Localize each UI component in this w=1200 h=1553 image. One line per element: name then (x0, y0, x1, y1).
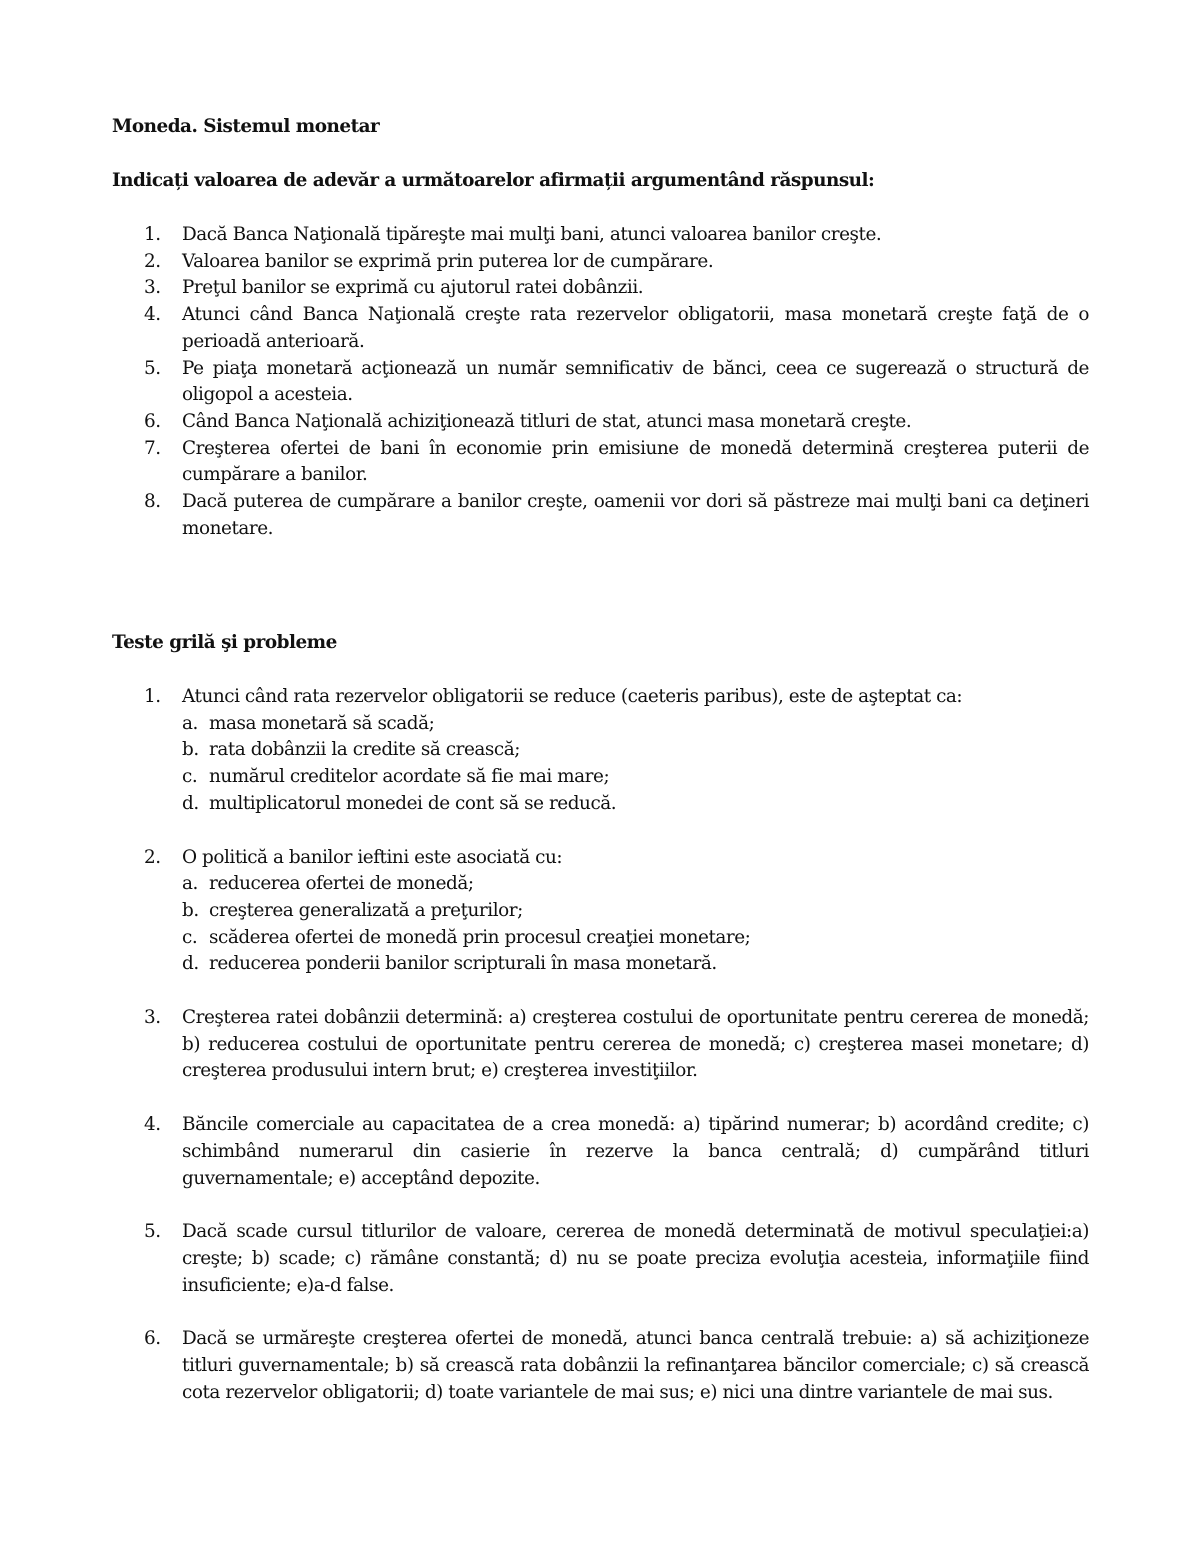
question-item (112, 1326, 1089, 1406)
option-item (182, 791, 1089, 818)
question-item (112, 1219, 1089, 1299)
option-text: scăderea ofertei de monedă prin procesul creaţiei monetare; (209, 926, 751, 948)
list-item (112, 222, 1089, 249)
item-number: 2. (144, 250, 161, 272)
option-item (182, 764, 1089, 791)
item-number: 4. (144, 304, 161, 326)
option-letter: a. (182, 873, 198, 895)
options-list (182, 871, 1089, 978)
item-text: Când Banca Naţională achiziţionează titluri de stat, atunci masa monetară creşte. (182, 410, 912, 432)
question-number: 1. (144, 686, 161, 707)
question-number: 2. (144, 846, 161, 868)
list-item (112, 302, 1089, 355)
item-number: 1. (144, 224, 161, 245)
instruction-heading: Indicați valoarea de adevăr a următoarelor afirmații argumentând răspunsul: (112, 170, 875, 191)
option-item (182, 871, 1089, 898)
option-letter: b. (182, 899, 199, 921)
option-item (182, 898, 1089, 925)
question-number: 3. (144, 1007, 161, 1029)
option-item (182, 951, 1089, 978)
option-letter: c. (182, 926, 198, 948)
section-heading: Teste grilă şi probleme (112, 632, 337, 653)
question-number: 4. (144, 1114, 161, 1136)
option-text: numărul creditelor acordate să fie mai mare; (209, 766, 610, 788)
list-item (112, 409, 1089, 436)
question-number: 6. (144, 1328, 161, 1350)
option-text: multiplicatorul monedei de cont să se reducă. (209, 792, 617, 814)
question-item (112, 1005, 1089, 1085)
option-letter: d. (182, 953, 199, 975)
item-text: Creşterea ofertei de bani în economie prin emisiune de monedă determină creşterea puterii de cumpărare a banilor. (182, 437, 1089, 486)
option-text: rata dobânzii la credite să crească; (209, 739, 521, 761)
option-letter: b. (182, 739, 199, 761)
list-item (112, 436, 1089, 489)
item-text: Preţul banilor se exprimă cu ajutorul ratei dobânzii. (182, 277, 644, 299)
item-number: 6. (144, 410, 161, 432)
item-text: Atunci când Banca Naţională creşte rata rezervelor obligatorii, masa monetară creşte faţă de o perioadă anterioară. (182, 304, 1089, 352)
item-number: 5. (144, 357, 161, 379)
item-text: Valoarea banilor se exprimă prin puterea lor de cumpărare. (182, 250, 714, 272)
question-item (112, 684, 1089, 818)
page-title: Moneda. Sistemul monetar (112, 116, 380, 137)
question-text: Atunci când rata rezervelor obligatorii se reduce (caeteris paribus), este de aşteptat ca: (182, 686, 963, 707)
list-item (112, 356, 1089, 409)
list-item (112, 249, 1089, 276)
questions-list (112, 684, 1089, 1406)
item-number: 3. (144, 277, 161, 299)
question-text: Băncile comerciale au capacitatea de a crea monedă: a) tipărind numerar; b) acordând credite; c) schimbând numerarul din casierie în rezerve la banca centrală; d) cumpărând titluri guvernamentale; e) acceptând depozite. (182, 1114, 1089, 1189)
question-item (112, 845, 1089, 979)
option-item (182, 711, 1089, 738)
option-text: masa monetară să scadă; (209, 712, 435, 734)
question-text: Dacă se urmăreşte creşterea ofertei de monedă, atunci banca centrală trebuie: a) să achiziţioneze titluri guvernamentale; b) să crească rata dobânzii la refinanţarea băncilor comerciale; c) să crească cota rezervelor obligatorii; d) toate variantele de mai sus; e) nici una dintre variantele de mai sus. (182, 1328, 1089, 1403)
question-number: 5. (144, 1221, 161, 1243)
options-list (182, 711, 1089, 818)
item-number: 7. (144, 437, 161, 459)
option-letter: a. (182, 712, 198, 734)
item-text: Dacă Banca Naţională tipăreşte mai mulţi bani, atunci valoarea banilor creşte. (182, 224, 882, 245)
item-text: Dacă puterea de cumpărare a banilor creşte, oamenii vor dori să păstreze mai mulţi bani ca deţineri monetare. (182, 491, 1089, 539)
option-letter: c. (182, 766, 198, 788)
option-text: creşterea generalizată a preţurilor; (209, 899, 523, 921)
statements-list (112, 222, 1089, 542)
option-item (182, 925, 1089, 952)
item-text: Pe piaţa monetară acţionează un număr semnificativ de bănci, ceea ce sugerează o structură de oligopol a acesteia. (182, 357, 1089, 406)
question-item (112, 1112, 1089, 1192)
question-text: Dacă scade cursul titlurilor de valoare, cererea de monedă determinată de motivul speculaţiei:a) creşte; b) scade; c) rămâne constantă; d) nu se poate preciza evoluţia acesteia, informaţiile fiind insuficiente; e)a-d false. (182, 1221, 1089, 1296)
option-item (182, 737, 1089, 764)
option-text: reducerea ponderii banilor scripturali în masa monetară. (209, 953, 717, 975)
list-item (112, 275, 1089, 302)
option-text: reducerea ofertei de monedă; (209, 873, 474, 895)
question-text: Creşterea ratei dobânzii determină: a) creşterea costului de oportunitate pentru cererea de monedă; b) reducerea costului de oportunitate pentru cererea de monedă; c) creşterea masei monetare; d) creşterea produsului intern brut; e) creşterea investiţiilor. (182, 1007, 1089, 1082)
item-number: 8. (144, 491, 161, 513)
list-item (112, 489, 1089, 542)
option-letter: d. (182, 792, 199, 814)
question-text: O politică a banilor ieftini este asociată cu: (182, 846, 563, 868)
